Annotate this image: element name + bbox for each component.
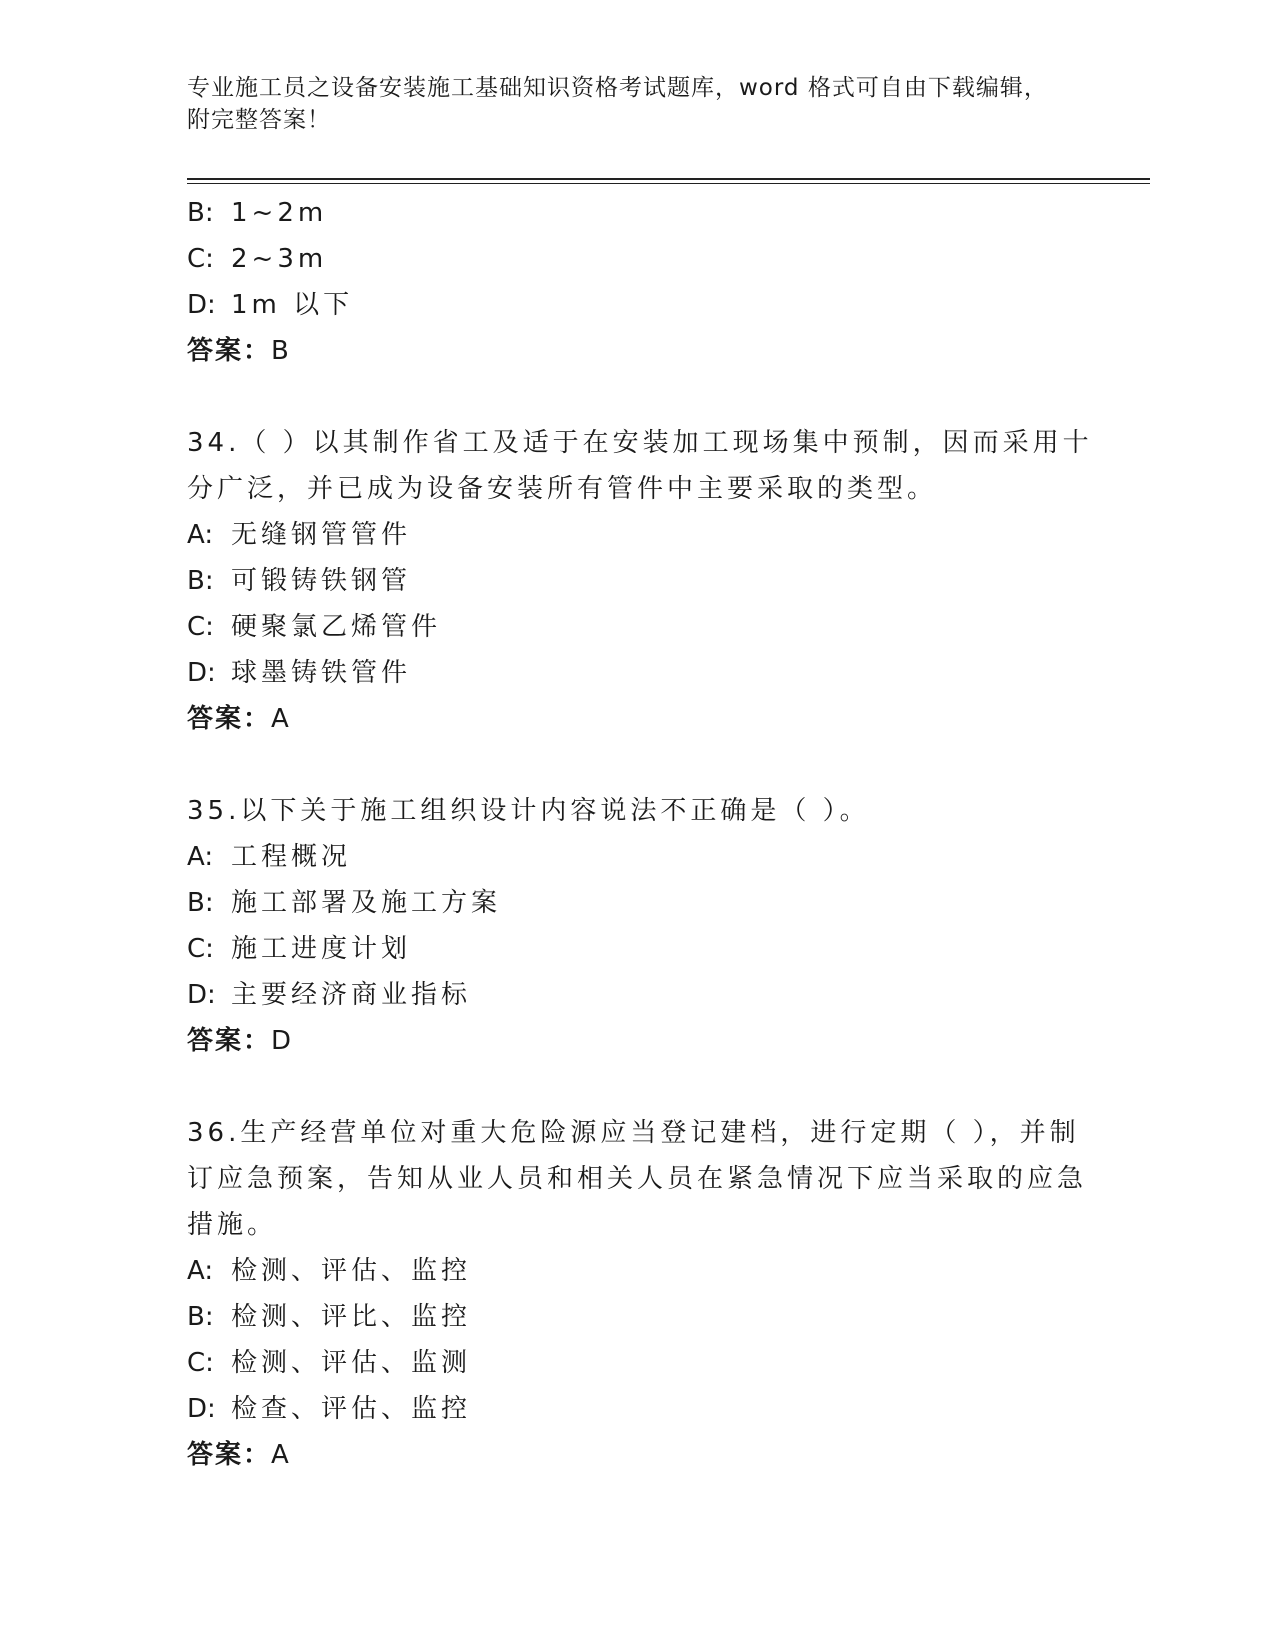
header-line-2: 附完整答案！ [187,107,331,133]
question-stem-line: 35.以下关于施工组织设计内容说法不正确是（ ）。 [187,796,870,826]
question-36 [187,1110,1088,1478]
option-d [187,282,1067,328]
option-c [187,926,1067,972]
option-label: C: [187,244,214,274]
option-text: 1~2m [231,198,328,228]
option-c [187,1340,1067,1386]
option-a [187,1248,1067,1294]
answer-label: 答案： [187,1440,272,1470]
option-text: 检测、评估、监测 [231,1348,472,1378]
option-label: D: [187,980,216,1010]
document-header [187,72,1067,136]
option-a [187,834,1067,880]
option-b [187,558,1067,604]
option-text: 球墨铸铁管件 [231,658,412,688]
option-label: B: [187,566,214,596]
header-line-1: 专业施工员之设备安装施工基础知识资格考试题库，word 格式可自由下载编辑， [187,75,1048,101]
answer-line [187,328,1067,374]
option-label: D: [187,658,216,688]
option-label: A: [187,842,214,872]
question-34 [187,420,1093,742]
answer-label: 答案： [187,704,272,734]
option-b [187,1294,1067,1340]
option-label: B: [187,888,214,918]
option-a [187,512,1067,558]
option-text: 施工进度计划 [231,934,412,964]
option-b [187,880,1067,926]
answer-key: A [271,704,290,734]
option-text: 硬聚氯乙烯管件 [231,612,442,642]
question-35 [187,788,1067,1064]
option-text: 施工部署及施工方案 [231,888,502,918]
option-text: 1m 以下 [231,290,354,320]
option-c [187,236,1067,282]
question-stem-line: 分广泛，并已成为设备安装所有管件中主要采取的类型。 [187,474,938,504]
option-text: 无缝钢管管件 [231,520,412,550]
answer-label: 答案： [187,336,272,366]
option-d [187,972,1067,1018]
answer-label: 答案： [187,1026,272,1056]
option-text: 主要经济商业指标 [231,980,472,1010]
option-text: 2~3m [231,244,328,274]
answer-line [187,1432,1067,1478]
header-divider-thick [187,178,1150,180]
option-label: D: [187,1394,216,1424]
option-label: B: [187,198,214,228]
question-list [187,190,1093,1478]
question-stem-line: 36.生产经营单位对重大危险源应当登记建档，进行定期（ ），并制 [187,1118,1080,1148]
option-c [187,604,1067,650]
option-text: 检测、评估、监控 [231,1256,472,1286]
question-stem-line: 订应急预案，告知从业人员和相关人员在紧急情况下应当采取的应急 [187,1164,1088,1194]
question-stem-line: 34.（ ）以其制作省工及适于在安装加工现场集中预制，因而采用十 [187,428,1093,458]
question-continued [187,190,1067,374]
option-label: A: [187,520,214,550]
option-d [187,650,1067,696]
answer-line [187,696,1067,742]
answer-key: A [271,1440,290,1470]
option-label: C: [187,934,214,964]
header-divider-thin [187,183,1150,184]
option-d [187,1386,1067,1432]
option-label: A: [187,1256,214,1286]
option-label: C: [187,612,214,642]
answer-line [187,1018,1067,1064]
answer-key: D [271,1026,293,1056]
option-label: D: [187,290,216,320]
option-text: 检测、评比、监控 [231,1302,472,1332]
option-text: 工程概况 [231,842,352,872]
option-label: B: [187,1302,214,1332]
option-label: C: [187,1348,214,1378]
option-text: 可锻铸铁钢管 [231,566,412,596]
question-stem-line: 措施。 [187,1210,278,1240]
answer-key: B [271,336,290,366]
option-text: 检查、评估、监控 [231,1394,472,1424]
option-b [187,190,1067,236]
